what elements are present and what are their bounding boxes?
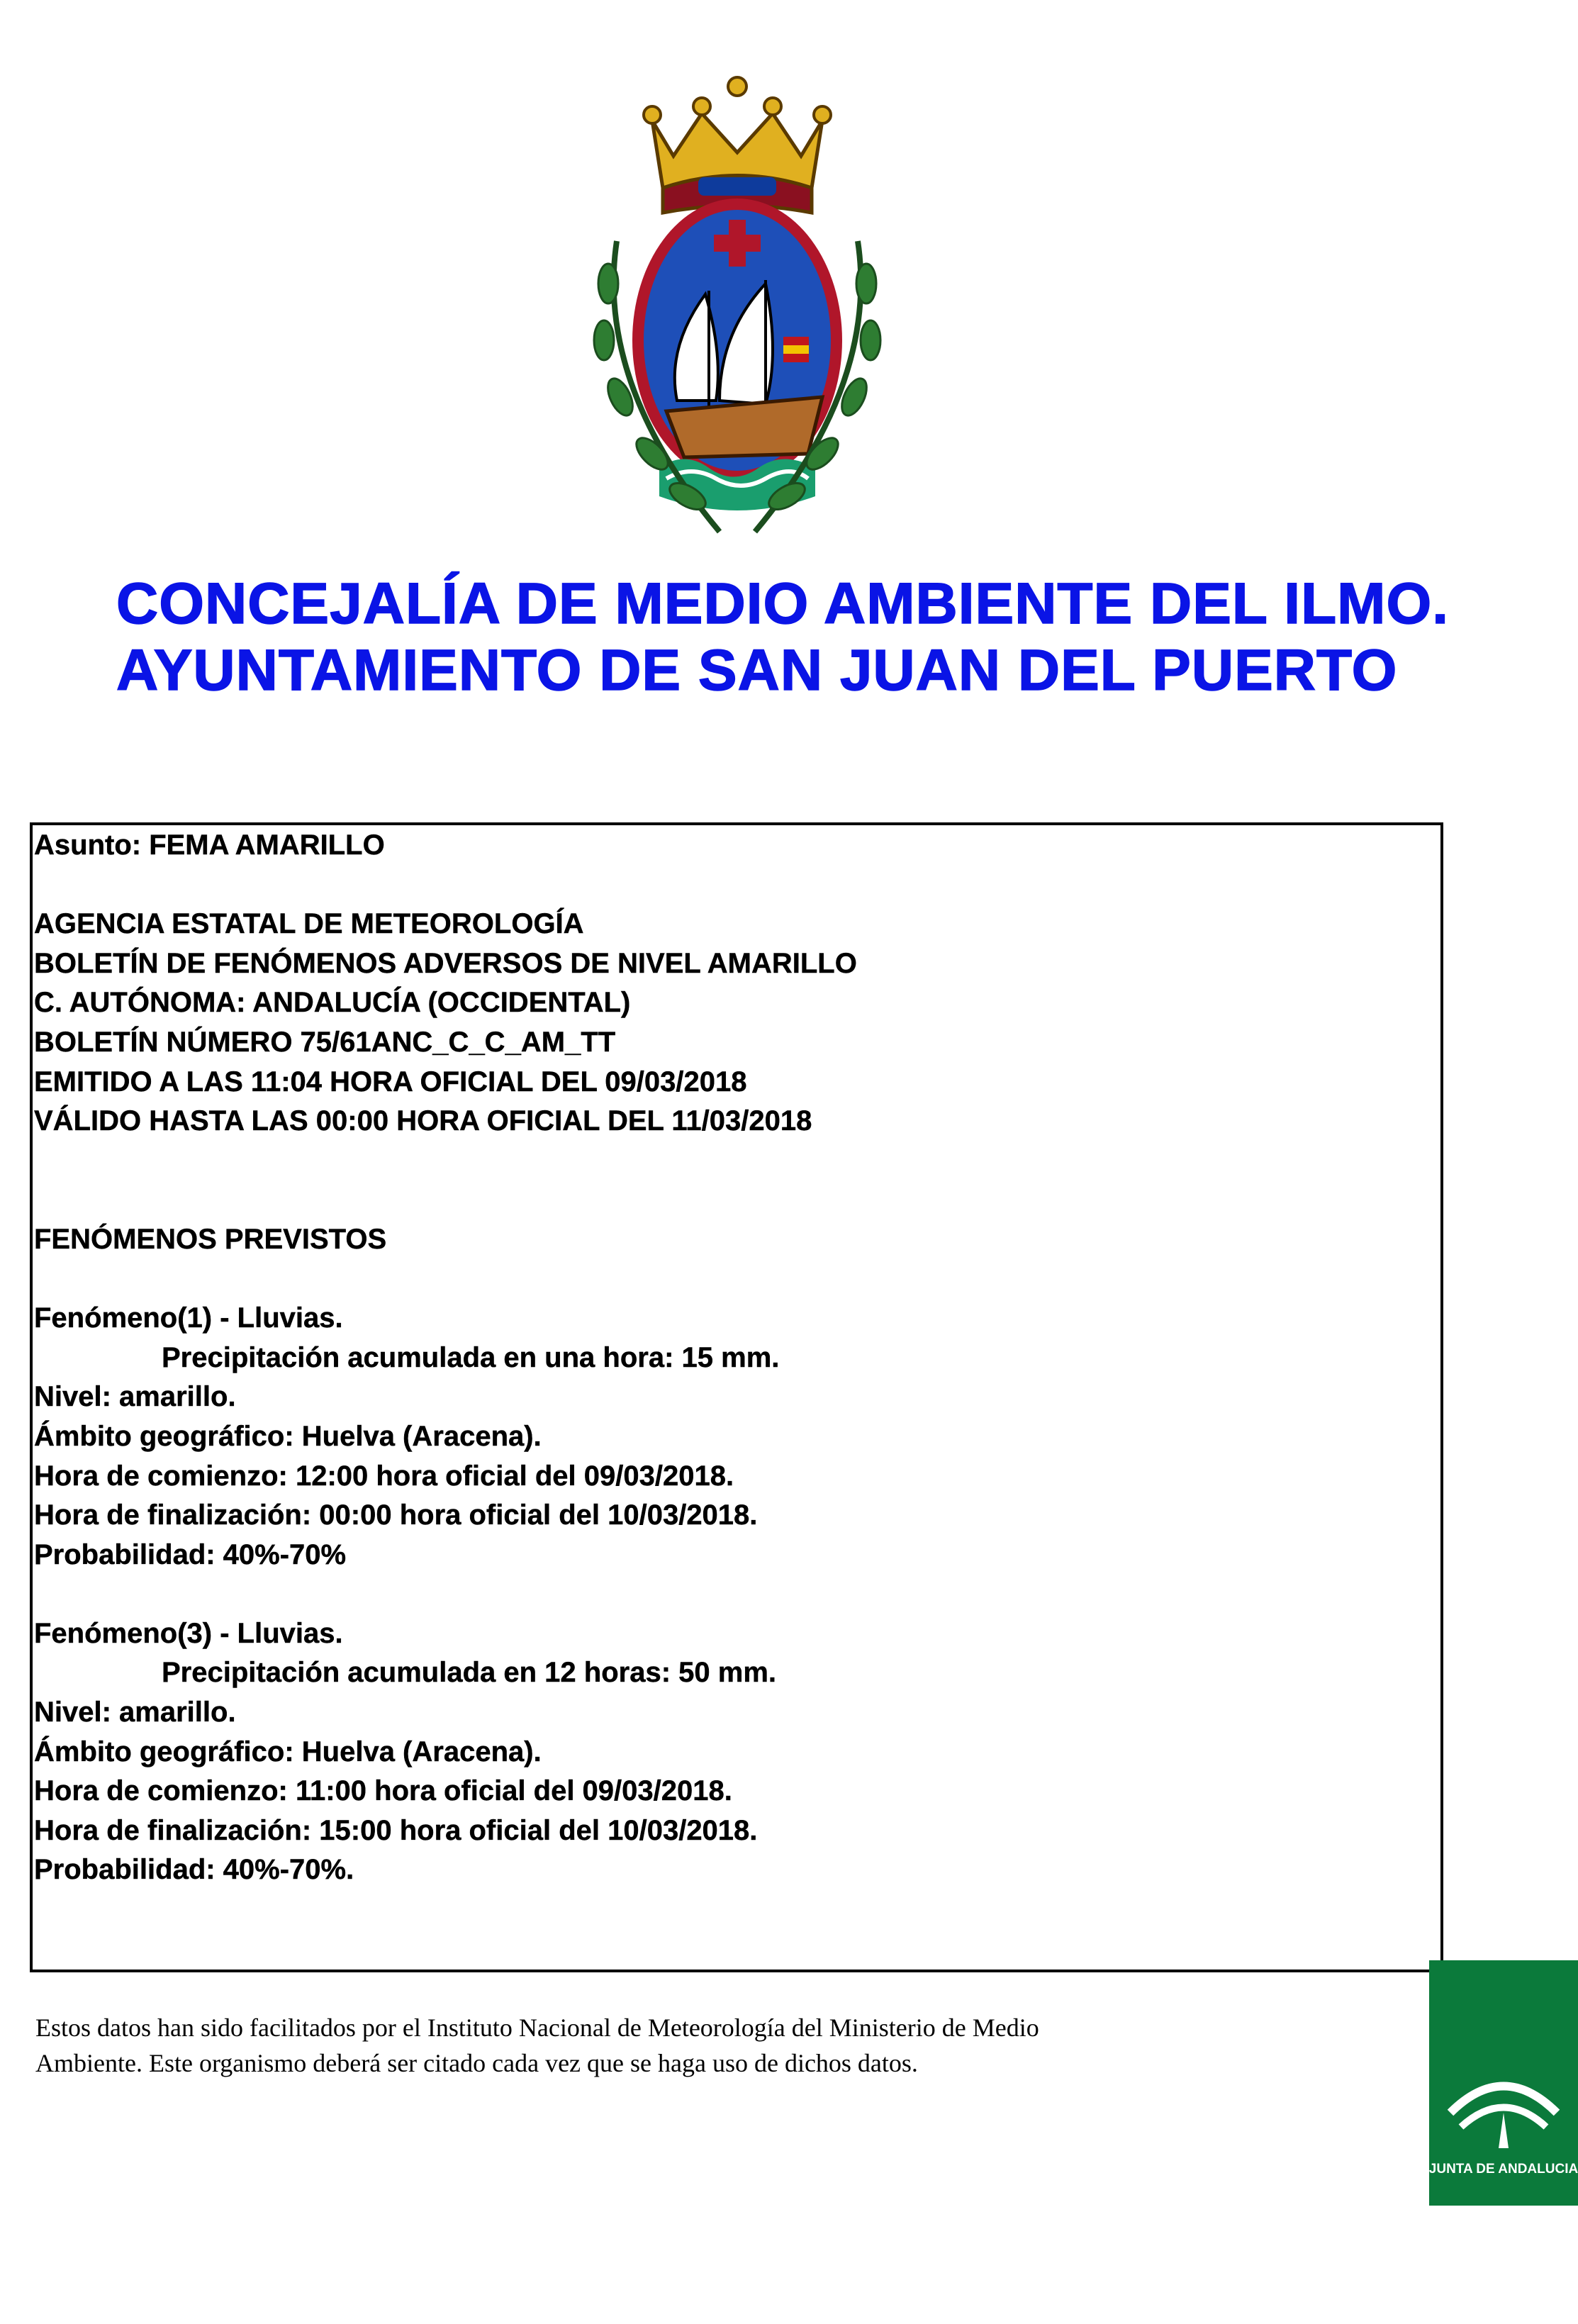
phenomenon-probability: Probabilidad: 40%-70% xyxy=(34,1538,347,1570)
footnote-line-2: Ambiente. Este organismo deberá ser citado cada vez que se haga uso de dichos datos. xyxy=(35,2049,918,2077)
phenomenon-block xyxy=(34,1299,1423,1575)
crown-icon xyxy=(644,77,831,213)
phenomenon-level: Nivel: amarillo. xyxy=(34,1381,236,1413)
page-title xyxy=(116,571,1520,704)
phenomenon-name: Fenómeno(1) - Lluvias. xyxy=(34,1302,343,1334)
bulletin-region: C. AUTÓNOMA: ANDALUCÍA (OCCIDENTAL) xyxy=(34,987,631,1019)
phenomenon-start: Hora de comienzo: 12:00 hora oficial del 09/03/2018. xyxy=(34,1460,734,1492)
phenomenon-area: Ámbito geográfico: Huelva (Aracena). xyxy=(34,1736,542,1767)
phenomenon-detail: Precipitación acumulada en 12 horas: 50 mm. xyxy=(162,1657,776,1689)
phenomenon-block xyxy=(34,1614,1423,1890)
bulletin-number: BOLETÍN NÚMERO 75/61ANC_C_C_AM_TT xyxy=(34,1026,616,1058)
title-line-1: CONCEJALÍA DE MEDIO AMBIENTE DEL ILMO. xyxy=(116,571,1450,636)
phenomenon-start: Hora de comienzo: 11:00 hora oficial del 09/03/2018. xyxy=(34,1775,732,1807)
bulletin-title: BOLETÍN DE FENÓMENOS ADVERSOS DE NIVEL AMARILLO xyxy=(34,947,857,979)
section-heading: FENÓMENOS PREVISTOS xyxy=(34,1223,387,1255)
coat-of-arms-icon xyxy=(553,71,922,539)
bulletin-agency: AGENCIA ESTATAL DE METEOROLOGÍA xyxy=(34,908,584,940)
phenomenon-level: Nivel: amarillo. xyxy=(34,1697,236,1728)
phenomenon-probability: Probabilidad: 40%-70%. xyxy=(34,1854,354,1886)
footnote-line-1: Estos datos han sido facilitados por el Instituto Nacional de Meteorología del Ministerio de Medio xyxy=(35,2013,1039,2042)
phenomenon-end: Hora de finalización: 15:00 hora oficial del 10/03/2018. xyxy=(34,1814,758,1846)
title-line-2: AYUNTAMIENTO DE SAN JUAN DEL PUERTO xyxy=(116,638,1398,703)
phenomenon-area: Ámbito geográfico: Huelva (Aracena). xyxy=(34,1420,542,1452)
bulletin-subject: Asunto: FEMA AMARILLO xyxy=(34,829,385,861)
bulletin-content xyxy=(34,826,1423,1890)
phenomenon-end: Hora de finalización: 00:00 hora oficial del 10/03/2018. xyxy=(34,1499,758,1531)
svg-text:JUNTA DE ANDALUCIA: JUNTA DE ANDALUCIA xyxy=(1429,2162,1578,2177)
source-footnote xyxy=(35,2010,1276,2081)
bulletin-issued: EMITIDO A LAS 11:04 HORA OFICIAL DEL 09/03/2018 xyxy=(34,1066,747,1097)
phenomenon-detail: Precipitación acumulada en una hora: 15 mm. xyxy=(162,1341,780,1373)
junta-de-andalucia-logo-icon xyxy=(1429,1960,1578,2206)
phenomenon-name: Fenómeno(3) - Lluvias. xyxy=(34,1617,343,1649)
bulletin-valid: VÁLIDO HASTA LAS 00:00 HORA OFICIAL DEL 11/03/2018 xyxy=(34,1105,812,1137)
